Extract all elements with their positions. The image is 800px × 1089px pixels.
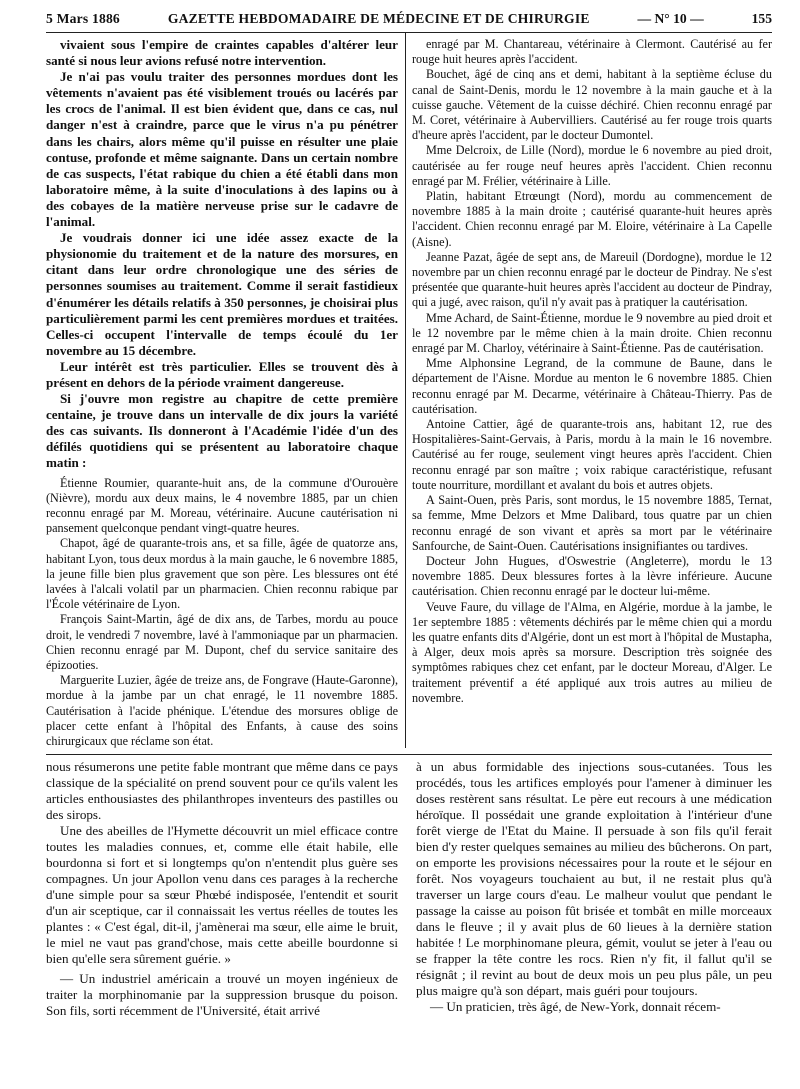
case-entry: François Saint-Martin, âgé de dix ans, de Tarbes, mordu au pouce droit, le vendredi 7 novembre, lavé à l'ammoniaque par un pharmacien. Chien reconnu enragé par M. Dupont, chef du service sanitaire des épizooties.	[46, 612, 398, 672]
case-entry: Mme Delcroix, de Lille (Nord), mordue le 6 novembre au pied droit, cautérisée au fer rouge neuf heures après l'accident. Chien reconnu enragé par M. Frélier, vétérinaire à Lille.	[412, 143, 772, 188]
case-entry: Jeanne Pazat, âgée de sept ans, de Mareuil (Dordogne), mordue le 12 novembre par un chien reconnu enragé par le docteur de Pindray. Ne s'est présentée que quarante-huit heures après l'accident au docteur de Pindray, qui a jugé, avec raison, qu'il n'y avait pas à pratiquer la cautérisation.	[412, 249, 772, 310]
case-entry: Marguerite Luzier, âgée de treize ans, de Fongrave (Haute-Garonne), mordue à la jambe par un chat enragé, le 11 novembre 1885. Cautérisation à l'acide phénique. L'étendue des morsures oblige de placer cette enfant à l'hôpital des Enfants, à cause des soins chirurgicaux que réclame son état.	[46, 673, 398, 748]
bottom-left-column	[46, 759, 398, 1089]
paragraph: à un abus formidable des injections sous-cutanées. Tous les procédés, tous les artifices employés pour l'amener à diminuer les doses restèrent sans résultat. Le père eut recours à une médication héroïque. Il possédait une grande exploitation à l'intérieur d'une forêt vierge de l'Etat du Maine. Il persuade à son fils qu'il ferait bien d'y rester quelques semaines au milieu des bûcherons. On part, on emporte les provisions nécessaires pour la route et le séjour en forêt. Nos voyageurs touchaient au but, il ne restait plus qu'à traverser un large cours d'eau. Le malheur voulut que pendant le passage la caisse au poison fût brisée et tombât en mille morceaux dans le fleuve ; il y avait plus de 60 lieues à la dernière station habitée ! Le morphinomane pleura, gémit, voulut se jeter à l'eau ou se frapper la tête contre les rocs. Rien n'y fit, il fallut qu'il se résignât ; il revint au bout de deux mois un peu plus pâle, un peu plus maigre qu'à son départ, mais guéri pour toujours.	[416, 759, 772, 998]
issue-number: — N° 10 —	[637, 11, 704, 26]
journal-title: GAZETTE HEBDOMADAIRE DE MÉDECINE ET DE CHIRURGIE	[167, 11, 590, 26]
paragraph: — Un praticien, très âgé, de New-York, donnait récem-	[430, 999, 721, 1014]
case-entry: Mme Alphonsine Legrand, de la commune de Baune, dans le département de l'Aisne. Mordue au menton le 6 novembre 1885. Chien reconnu enragé par M. Decarme, vétérinaire à Château-Thierry. Pas de cautérisation.	[412, 356, 772, 416]
page-number: 155	[751, 11, 772, 26]
case-entry: Étienne Roumier, quarante-huit ans, de la commune d'Ourouère (Nièvre), mordu aux deux mains, le 4 novembre 1885, par un chien reconnu enragé par M. Moreau, vétérinaire. Aucune cautérisation ni pansement quelconque pendant vingt-quatre heures.	[46, 475, 398, 536]
paragraph: Je voudrais donner ici une idée assez exacte de la physionomie du traitement et de la nature des morsures, en citant dans leur ordre chronologique une des séries de personnes soumises au traitement. Comme il serait fastidieux d'énumérer les détails relatifs à 350 personnes, je choisirai plus particulièrement parmi les cent premières mordues et traitées. Celles-ci occupent l'intervalle de temps écoulé du 1er novembre au 15 décembre.	[46, 230, 398, 358]
case-entry: Platin, habitant Etrœungt (Nord), mordu au commencement de novembre 1885 à la main droite ; cautérisé quarante-huit heures après l'accident. Chien reconnu enragé par M. Eloire, vétérinaire à La Capelle (Aisne).	[412, 189, 772, 249]
paragraph: vivaient sous l'empire de craintes capables d'altérer leur santé si nous leur avions refusé notre intervention.	[46, 37, 398, 69]
top-right-column	[405, 33, 772, 748]
case-entry: A Saint-Ouen, près Paris, sont mordus, le 15 novembre 1885, Ternat, sa femme, Mme Delzors et Mme Dalibard, tous quatre par un chien reconnu enragé de son vivant et après sa mort par le vétérinaire Sanfourche, de Saint-Ouen. Cautérisations insignifiantes ou tardives.	[412, 493, 772, 553]
issue-date: 5 Mars 1886	[46, 11, 120, 26]
case-entry: Docteur John Hugues, d'Oswestrie (Angleterre), mordu le 13 novembre 1885. Deux blessures fortes à la lèvre inférieure. Aucune cautérisation. Chien reconnu enragé par le docteur lui-même.	[412, 553, 772, 599]
bottom-section	[46, 755, 772, 1089]
case-entry: enragé par M. Chantareau, vétérinaire à Clermont. Cautérisé au fer rouge huit heures après l'accident.	[412, 37, 772, 67]
top-left-column	[46, 33, 398, 748]
case-entry: Mme Achard, de Saint-Étienne, mordue le 9 novembre au pied droit et le 12 novembre par le même chien à la main droite. Chien reconnu enragé par M. Charloy, vétérinaire à Saint-Étienne. Pas de cautérisation.	[412, 310, 772, 356]
paragraph: Leur intérêt est très particulier. Elles se trouvent dès à présent en dehors de la période vraiment dangereuse.	[46, 358, 398, 390]
running-header	[46, 8, 772, 32]
paragraph: Si j'ouvre mon registre au chapitre de cette première centaine, je trouve dans un intervalle de dix jours la variété des cas suivants. Ils donneront à l'Académie l'idée d'un des défilés quotidiens qui se présentent au laboratoire chaque matin :	[46, 391, 398, 471]
case-entry: Antoine Cattier, âgé de quarante-trois ans, habitant 12, rue des Hospitalières-Saint-Gervais, à Paris, mordu à la main le 16 novembre. Cautérisé au fer rouge, seulement vingt heures après l'accident. Chien reconnu enragé par son maître ; voix rabique caractéristique, refusant toute nourriture, mordillant et avalant du bois et autres objets.	[412, 417, 772, 492]
top-section	[46, 32, 772, 748]
paragraph: — Un industriel américain a trouvé un moyen ingénieux de traiter la morphinomanie par la suppression brusque du poison. Son fils, sorti récemment de l'Université, était arrivé	[46, 971, 398, 1018]
paragraph: Je n'ai pas voulu traiter des personnes mordues dont les vêtements n'avaient pas été visiblement troués ou lacérés par les crocs de l'animal. Il est bien évident que, dans ce cas, nul danger n'est à craindre, parce que le virus n'a pu pénétrer dans les chairs, alors même qu'il puisse en résulter une plaie contuse, profonde et même saignante. Dans un certain nombre de cas suspects, l'état rabique du chien a été établi dans mon laboratoire même, à la suite d'inoculations à des lapins ou à des cobayes de la matière nerveuse prise sur le cadavre de l'animal.	[46, 69, 398, 230]
case-entry: Chapot, âgé de quarante-trois ans, et sa fille, âgée de quatorze ans, habitant Lyon, tous deux mordus à la main gauche, le 6 novembre 1885, la jeune fille bien plus gravement que son père. Les blessures ont été lavées à l'alcali volatil par un pharmacien. Chien reconnu rabique par l'École vétérinaire de Lyon.	[46, 536, 398, 612]
bottom-right-column	[408, 759, 772, 1089]
paragraph: nous résumerons une petite fable montrant que même dans ce pays classique de la spécialité on prend souvent pour ce qu'ils valent les articles enthousiastes des philanthropes inventeurs des pastilles ou des sirops.	[46, 759, 398, 822]
paragraph: Une des abeilles de l'Hymette découvrit un miel efficace contre toutes les maladies connues, et, comme elle était habile, elle bourdonna si fort et si longtemps qu'on n'entendit plus guère ses compagnes. Un jour Apollon venu dans ces parages à la recherche d'une simple pour sa sœur Phœbé indisposée, l'entendit et sourit d'un air sceptique, car il connaissait les vertus réelles de toutes les plantes : « C'est égal, dit-il, j'amènerai ma sœur, elle aime le bruit, le miel ne vaut pas grand'chose, mais cette abeille bourdonne si bien qu'elle sera sûrement guérie. »	[46, 823, 398, 966]
case-entry: Bouchet, âgé de cinq ans et demi, habitant à la septième écluse du canal de Saint-Denis, mordu le 12 novembre à la main gauche et à la cuisse gauche. Vêtement de la cuisse déchiré. Chien reconnu enragé par M. Coret, vétérinaire à Aubervilliers. Cautérisé au fer rouge trois quarts d'heure après l'accident, par le docteur Dumontel.	[412, 67, 772, 143]
case-entry: Veuve Faure, du village de l'Alma, en Algérie, mordue à la jambe, le 1er septembre 1885 : vêtements déchirés par le même chien qui a mordu les quatre enfants dits d'Algérie, dont un est mort à l'hôpital de Mustapha, à Alger, deux mois après sa morsure. Description très soignée des symptômes rabiques chez cet enfant, par le docteur Moreau, d'Alger. Le traitement préventif a été appliqué aux trois autres au milieu de novembre.	[412, 599, 772, 705]
